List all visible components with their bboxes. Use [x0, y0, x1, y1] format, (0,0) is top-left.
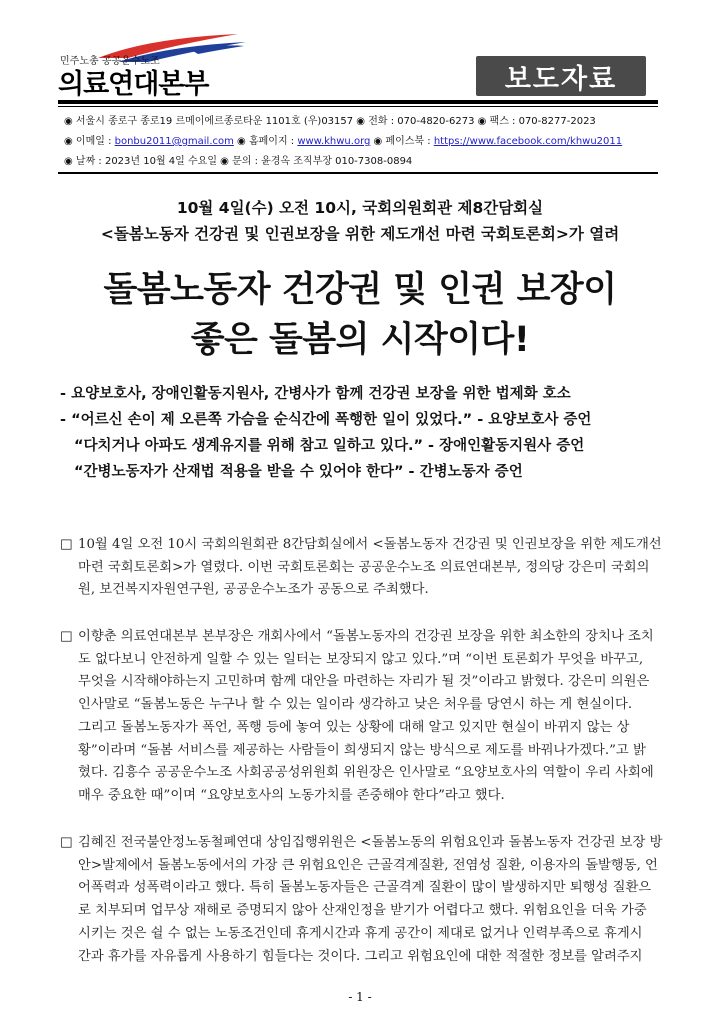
paragraph-line: 간과 휴가를 자유롭게 사용하기 힘들다는 것이다. 그리고 위험요인에 대한 적절한 정보를 알려주지 [78, 948, 643, 964]
email-label: ◉ 이메일 : [64, 136, 115, 147]
bullet-item: “간병노동자가 산재법 적용을 받을 수 있어야 한다” - 간병노동자 증언 [74, 464, 523, 480]
homepage-link[interactable]: www.khwu.org [297, 136, 371, 147]
contact-address: ◉ 서울시 종로구 종로19 르메이에르종로타운 1101호 (우)03157 ◉ 전화 : 070-4820-6273 ◉ 팩스 : 070-8277-2023 [64, 116, 596, 127]
paragraph-line: 안>발제에서 돌봄노동에서의 가장 큰 위험요인은 근골격계질환, 전염성 질환, 이용자의 돌발행동, 언 [78, 857, 658, 873]
contact-date: ◉ 날짜 : 2023년 10월 4일 수요일 ◉ 문의 : 윤경옥 조직부장 010-7308-0894 [64, 156, 413, 167]
facebook-link[interactable]: https://www.facebook.com/khwu2011 [433, 136, 623, 147]
paragraph-line: 10월 4일 오전 10시 국회의원회관 8간담회실에서 <돌봄노동자 건강권 및 인권보장을 위한 제도개선 [78, 537, 662, 552]
paragraph-line: 도 없다보니 안전하게 일할 수 있는 일터는 보장되지 않고 있다.”며 “이번 토론회가 무엇을 바꾸고, [78, 651, 644, 667]
bullet-item: - 요양보호사, 장애인활동지원사, 간병사가 함께 건강권 보장을 위한 법제화 호소 [60, 386, 571, 402]
bullet-item: “다치거나 아파도 생계유지를 위해 참고 일하고 있다.” - 장애인활동지원사 증언 [74, 438, 585, 454]
header-rule [58, 100, 658, 104]
paragraph-line: 시키는 것은 쉴 수 없는 노동조건인데 휴게시간과 휴게 공간이 제대로 없거나 인력부족으로 휴게시 [78, 925, 643, 941]
paragraph-line: 어폭력과 성폭력이라고 했다. 특히 돌봄노동자들은 근골격계 질환이 많이 발생하지만 퇴행성 질환으 [78, 880, 652, 896]
header-rule-thin [58, 106, 658, 107]
bullet-item: - “어르신 손이 제 오른쪽 가슴을 순식간에 폭행한 일이 있었다.” - 요양보호사 증언 [60, 412, 592, 428]
paragraph-line: 원, 보건복지자원연구원, 공공운수노조가 공동으로 주최했다. [78, 582, 429, 598]
headline-line2: 좋은 돌봄의 시작이다! [190, 320, 530, 360]
body-paragraph-2 [60, 626, 670, 808]
press-release-label: 보도자료 [476, 56, 646, 96]
homepage-label: ◉ 홈페이지 : [233, 136, 298, 147]
paragraph-line: 혔다. 김흥수 공공운수노조 사회공공성위원회 위원장은 인사말로 “요양보호사의 역할이 우리 사회에 [78, 765, 654, 781]
org-subtitle: 민주노총 공공운수노조 [60, 56, 160, 67]
paragraph-line: 그리고 돌봄노동자가 폭언, 폭행 등에 놓여 있는 상황에 대해 알고 있지만 현실이 바뀌지 않는 상 [78, 719, 630, 735]
page-number: - 1 - [348, 990, 372, 1004]
facebook-label: ◉ 페이스북 : [370, 136, 434, 147]
paragraph-line: 로 치부되며 업무상 재해로 증명되지 않아 산재인정을 받기가 어렵다고 했다. 위험요인을 더욱 가중 [78, 903, 647, 919]
checkbox-marker-icon: □ [60, 629, 73, 644]
paragraph-line: 무엇을 시작해야하는지 고민하며 함께 대안을 마련하는 자리가 될 것”이라고 밝혔다. 강은미 의원은 [78, 674, 650, 690]
paragraph-line: 인사말로 “돌봄노동은 누구나 할 수 있는 일이라 생각하고 낮은 처우를 당연시 하는 게 현실이다. [78, 697, 633, 713]
paragraph-line: 김혜진 전국불안정노동철폐연대 상임집행위원은 <돌봄노동의 위험요인과 돌봄노동자 건강권 보장 방 [78, 835, 663, 850]
paragraph-line: 이향춘 의료연대본부 본부장은 개회사에서 “돌봄노동자의 건강권 보장을 위한 최소한의 장치나 조치 [78, 629, 654, 644]
checkbox-marker-icon: □ [60, 835, 73, 850]
event-subtitle-line1: 10월 4일(수) 오전 10시, 국회의원회관 제8간담회실 [176, 199, 544, 217]
paragraph-line: 마련 국회토론회>가 열렸다. 이번 국회토론회는 공공운수노조 의료연대본부, 정의당 강은미 국회의 [78, 559, 650, 575]
org-name: 의료연대본부 [58, 69, 209, 100]
body-paragraph-1 [60, 534, 670, 602]
paragraph-line: 매우 중요한 때”이며 “요양보호사의 노동가치를 존중해야 한다”라고 했다. [78, 787, 505, 803]
event-subtitle-line2: <돌봄노동자 건강권 및 인권보장을 위한 제도개선 마련 국회토론회>가 열려 [100, 225, 620, 243]
header-bottom-rule [58, 172, 658, 174]
headline-line1: 돌봄노동자 건강권 및 인권 보장이 [103, 270, 617, 310]
contact-online [64, 132, 622, 147]
body-paragraph-3 [60, 832, 670, 968]
paragraph-line: 황”이라며 “돌봄 서비스를 제공하는 사람들이 희생되지 않는 방식으로 제도를 바꿔나가겠다.”고 밝 [78, 742, 646, 758]
checkbox-marker-icon: □ [60, 537, 73, 552]
email-link[interactable]: bonbu2011@gmail.com [114, 136, 234, 147]
